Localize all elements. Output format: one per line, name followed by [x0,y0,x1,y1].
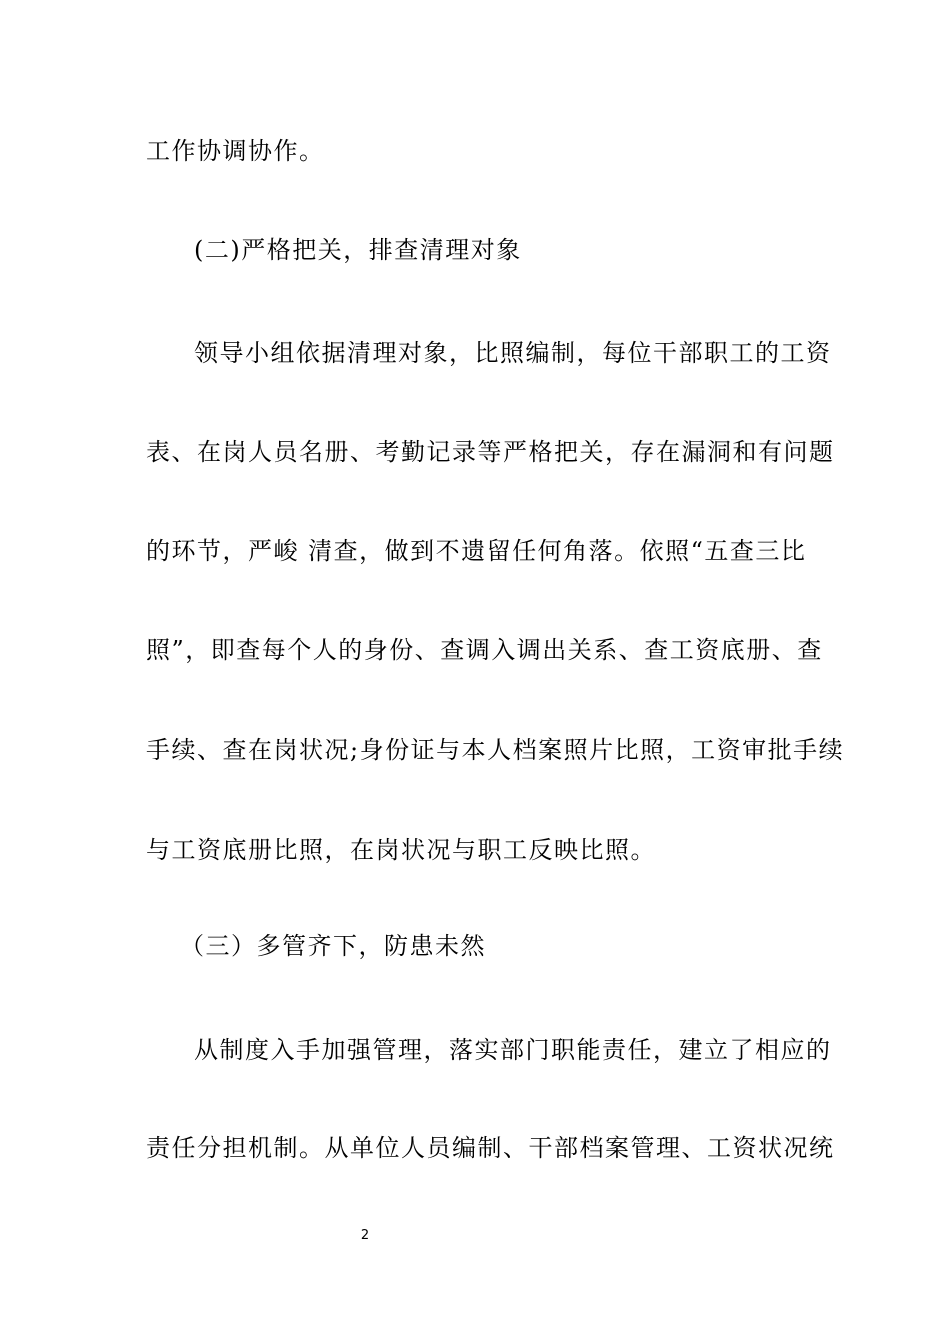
section-heading-2: (二)严格把关，排查清理对象 [194,236,522,264]
section-heading-3: （三）多管齐下，防患未然 [180,932,486,960]
text-line-8: 与工资底册比照，在岗状况与职工反映比照。 [146,836,656,864]
text-line-10: 从制度入手加强管理，落实部门职能责任，建立了相应的 [194,1036,832,1064]
page-number: 2 [360,1228,370,1243]
text-line-4: 表、在岗人员名册、考勤记录等严格把关，存在漏洞和有问题 [146,438,835,466]
text-line-7: 手续、查在岗状况;身份证与本人档案照片比照，工资审批手续 [146,736,845,764]
text-line-1: 工作协调协作。 [146,137,325,165]
text-line-6: 照”，即查每个人的身份、查调入调出关系、查工资底册、查 [146,636,823,664]
text-line-3: 领导小组依据清理对象，比照编制，每位干部职工的工资 [194,339,832,367]
text-line-11: 责任分担机制。从单位人员编制、干部档案管理、工资状况统 [146,1134,835,1162]
text-line-5: 的环节，严峻 清查，做到不遗留任何角落。依照“五查三比 [146,537,807,565]
